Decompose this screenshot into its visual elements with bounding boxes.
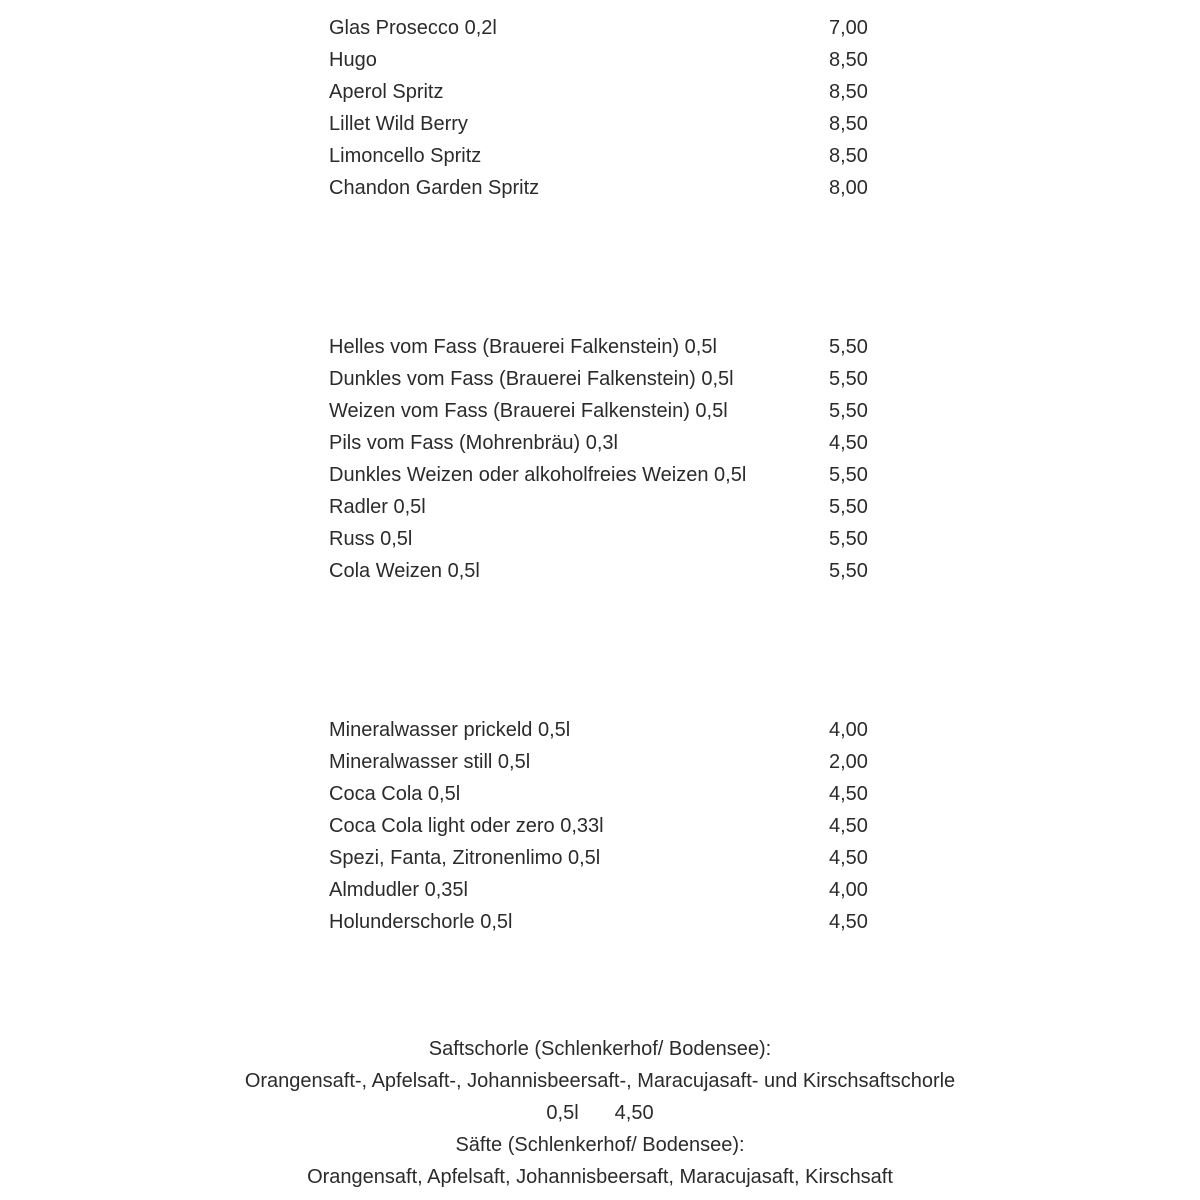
schorle-list: Orangensaft-, Apfelsaft-, Johannisbeersaft-, Maracujasaft- und Kirschsaftschorle (244, 1070, 956, 1092)
menu-item (329, 778, 889, 810)
menu-item (329, 714, 889, 746)
item-name: Aperol Spritz (329, 81, 444, 103)
menu-item (329, 523, 889, 555)
menu-item (329, 746, 889, 778)
menu-item (329, 906, 889, 938)
schorle-heading: Saftschorle (Schlenkerhof/ Bodensee): (428, 1038, 772, 1060)
item-price: 7,00 (829, 17, 868, 39)
item-price: 4,50 (829, 432, 868, 454)
item-price: 5,50 (829, 496, 868, 518)
menu-item (329, 842, 889, 874)
item-price: 4,00 (829, 879, 868, 901)
menu-item (329, 108, 889, 140)
item-name: Mineralwasser prickeld 0,5l (329, 719, 571, 741)
item-price: 5,50 (829, 560, 868, 582)
item-price: 5,50 (829, 400, 868, 422)
menu-item (329, 140, 889, 172)
item-price: 5,50 (829, 528, 868, 550)
juice-list: Orangensaft, Apfelsaft, Johannisbeersaft, Maracujasaft, Kirschsaft (307, 1166, 893, 1188)
item-price: 5,50 (829, 336, 868, 358)
schorle-price: 4,50 (614, 1102, 654, 1124)
juice-heading: Säfte (Schlenkerhof/ Bodensee): (455, 1134, 745, 1156)
item-name: Helles vom Fass (Brauerei Falkenstein) 0,5l (329, 336, 717, 358)
schorle-size: 0,5l (546, 1102, 579, 1124)
item-name: Spezi, Fanta, Zitronenlimo 0,5l (329, 847, 601, 869)
item-price: 8,00 (829, 177, 868, 199)
item-price: 8,50 (829, 113, 868, 135)
menu-item (329, 491, 889, 523)
item-price: 2,00 (829, 751, 868, 773)
item-name: Lillet Wild Berry (329, 113, 468, 135)
menu-item (329, 427, 889, 459)
item-price: 8,50 (829, 81, 868, 103)
item-price: 4,00 (829, 719, 868, 741)
item-price: 5,50 (829, 464, 868, 486)
menu-section-soft-drinks (329, 714, 889, 938)
item-name: Pils vom Fass (Mohrenbräu) 0,3l (329, 432, 618, 454)
item-name: Limoncello Spritz (329, 145, 482, 167)
item-name: Coca Cola light oder zero 0,33l (329, 815, 604, 837)
menu-item (329, 12, 889, 44)
menu-item (329, 76, 889, 108)
menu-item (329, 363, 889, 395)
menu-section-aperitifs (329, 12, 889, 204)
item-price: 4,50 (829, 911, 868, 933)
item-name: Weizen vom Fass (Brauerei Falkenstein) 0,5l (329, 400, 728, 422)
item-price: 4,50 (829, 815, 868, 837)
item-name: Coca Cola 0,5l (329, 783, 461, 805)
item-name: Hugo (329, 49, 377, 71)
menu-item (329, 395, 889, 427)
item-name: Cola Weizen 0,5l (329, 560, 480, 582)
item-name: Dunkles Weizen oder alkoholfreies Weizen 0,5l (329, 464, 747, 486)
item-price: 8,50 (829, 145, 868, 167)
menu-item (329, 172, 889, 204)
schorle-size-price (0, 1097, 1200, 1129)
item-name: Dunkles vom Fass (Brauerei Falkenstein) 0,5l (329, 368, 734, 390)
menu-item (329, 331, 889, 363)
item-price: 5,50 (829, 368, 868, 390)
item-price: 4,50 (829, 847, 868, 869)
item-price: 4,50 (829, 783, 868, 805)
menu-item (329, 44, 889, 76)
item-name: Almdudler 0,35l (329, 879, 468, 901)
item-name: Russ 0,5l (329, 528, 413, 550)
item-name: Chandon Garden Spritz (329, 177, 540, 199)
item-name: Holunderschorle 0,5l (329, 911, 513, 933)
menu-item (329, 555, 889, 587)
item-price: 8,50 (829, 49, 868, 71)
item-name: Radler 0,5l (329, 496, 426, 518)
item-name: Mineralwasser still 0,5l (329, 751, 531, 773)
menu-item (329, 874, 889, 906)
item-name: Glas Prosecco 0,2l (329, 17, 497, 39)
juice-section (0, 1033, 1200, 1193)
menu-item (329, 810, 889, 842)
menu-item (329, 459, 889, 491)
menu-section-beer (329, 331, 889, 587)
